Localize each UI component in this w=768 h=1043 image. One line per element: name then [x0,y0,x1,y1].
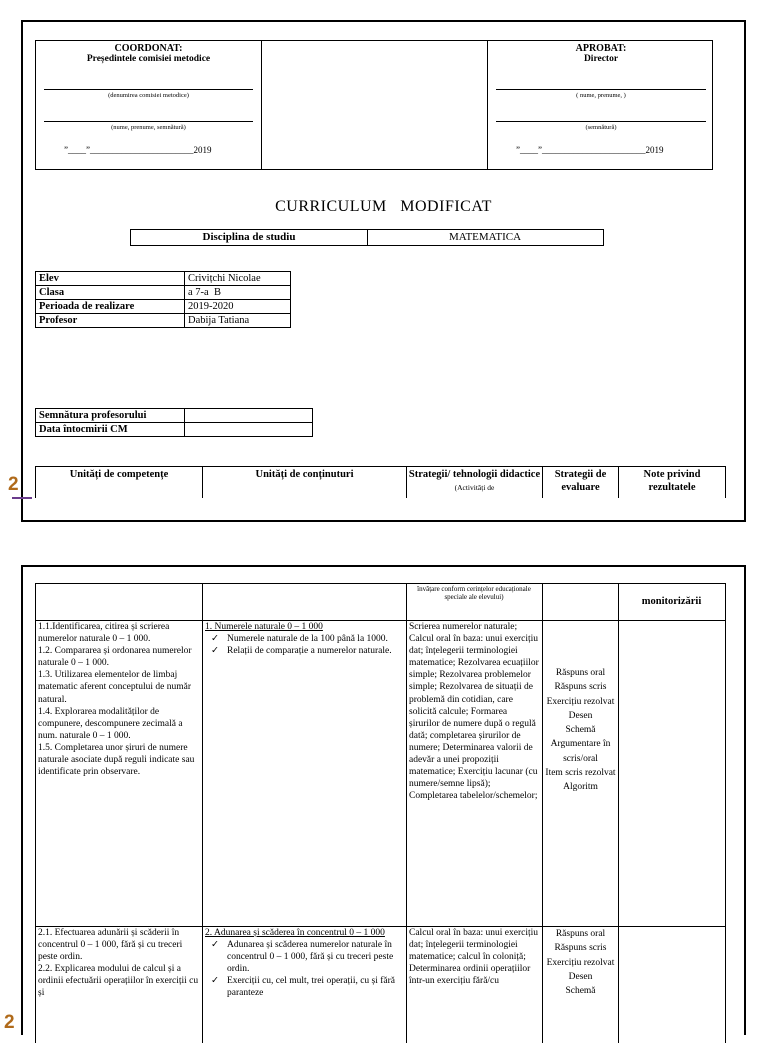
page-number-underline [12,497,32,499]
header-competences: Unități de competențe [36,467,203,498]
row1-content-item: Numerele naturale de la 100 până la 1000. [227,634,388,645]
teacher-label: Profesor [36,314,185,328]
approval-column [488,41,714,169]
approval-block [35,40,713,170]
row2-contents [203,927,406,1000]
table-row [36,423,313,437]
table-row [36,409,313,423]
table-row [36,314,291,328]
header-monitoring: monitorizării [641,596,702,607]
row1-contents [203,621,406,657]
checkmark-icon: ✓ [211,940,219,951]
header-notes: Note privind rezultatele [643,469,701,493]
coordination-subtitle: Președintele comisiei metodice [86,54,211,64]
header-strategies-note-cont: învățare conform cerințelor educaționale speciale ale elevului) [417,585,531,601]
teacher-signature-label: Semnătura profesorului [36,409,185,423]
student-value: Crivițchi Nicolae [185,272,291,286]
coordination-title: COORDONAT: [114,43,183,54]
teacher-signature-value [185,409,313,423]
header-strategies [407,467,543,498]
approval-date: ”____”_______________________2019 [516,145,664,155]
header-evaluation: Strategii de evaluare [543,467,619,498]
row1-competences: 1.1.Identificarea, citirea și scrierea numerelor naturale 0 – 1 000. 1.2. Compararea și ordonarea numerelor naturale 0 – 1 000. 1.3. Utilizarea elementelor de limbaj matematic aferent conceptului de număr natural. 1.4. Explorarea modalităților de compunere, descompunere zecimală a num. naturale 0 – 1 000. 1.5. Completarea unor șiruri de numere naturale asociate după reguli indicate sau identificate prin observare. [38,622,195,778]
row1-content-item: Relații de comparație a numerelor naturale. [227,646,392,657]
coordination-date: ”____”_______________________2019 [64,145,212,155]
signature-line [496,121,706,122]
header-strategies-label: Strategii/ tehnologii didactice [408,469,541,480]
date-created-label: Data întocmirii CM [36,423,185,437]
list-item [205,645,404,657]
period-label: Perioada de realizare [36,300,185,314]
page-2 [21,565,746,1035]
curriculum-table [35,583,726,1043]
signature-table [35,408,313,437]
row2-content-item: Exerciții cu, cel mult, trei operații, cu și fără paranteze [227,976,396,999]
commission-caption: (denumirea comisiei metodice) [108,92,189,99]
page-number-mark: 2 [4,1012,15,1033]
list-item [205,939,404,975]
discipline-box [130,229,604,246]
date-created-value [185,423,313,437]
row2-content-item: Adunarea și scăderea numerelor naturale în concentrul 0 – 1 000, fără și cu treceri peste ordin. [227,940,394,975]
table-row [36,272,291,286]
row2-evaluation: Răspuns oral Răspuns scris Exercițiu rezolvat Desen Schemă [546,929,615,997]
coordination-column [36,41,262,169]
header-contents: Unități de conținuturi [203,467,407,498]
signature-line [44,89,253,90]
header-strategies-note: (Activități de [454,483,495,492]
class-value: a 7-a B [185,286,291,300]
row1-strategies: Scrierea numerelor naturale; Calcul oral în baza: unui exercițiu dat; înțelegerii terminologiei matematice; Rezolvarea ecuațiilor simple; Rezolvarea problemelor simple; Rezolvarea de situații de problemă din cotidian, care solicită calcule; Formarea șirurilor de numere după o regulă dată; completarea șirurilor de numere; Determinarea valorii de adevăr a unei propoziții matematice; Exercițiu lacunar (cu numere/semne lipsă); Completarea tabelelor/schemelor; [409,622,539,802]
row2-content-title: 2. Adunarea și scăderea în concentrul 0 – 1 000 [205,928,385,938]
discipline-label: Disciplina de studiu [131,230,368,245]
document-title: CURRICULUM MODIFICAT [275,198,492,215]
table-row [36,286,291,300]
row2-strategies: Calcul oral în baza: unui exercițiu dat; înțelegerii terminologiei matematice; calcul în coloniță; Determinarea ordinii operațiilor într-un exercițiu fără/cu [409,928,538,987]
list-item [205,633,404,645]
signature-caption: (semnătură) [585,124,617,131]
name-caption: (nume, prenume, semnătură) [111,124,186,131]
name-caption: ( nume, prenume, ) [576,92,626,99]
student-info-table [35,271,291,328]
checkmark-icon: ✓ [211,646,219,657]
page-number: 2 [8,474,19,495]
teacher-value: Dabija Tatiana [185,314,291,328]
list-item [205,975,404,999]
table-border [618,583,619,1043]
approval-title: APROBAT: [575,43,627,54]
row1-content-title: 1. Numerele naturale 0 – 1 000 [205,622,323,632]
row1-evaluation: Răspuns oral Răspuns scris Exercițiu rezolvat Desen Schemă Argumentare în scris/oral Item scris rezolvat Algoritm [545,668,616,793]
page-1 [21,20,746,522]
approval-subtitle: Director [583,54,619,64]
curriculum-table-header [35,466,726,498]
period-value: 2019-2020 [185,300,291,314]
class-label: Clasa [36,286,185,300]
table-row [36,300,291,314]
table-border [725,583,726,1043]
student-label: Elev [36,272,185,286]
table-border [35,583,726,584]
discipline-value: MATEMATICA [448,231,522,243]
row2-competences: 2.1. Efectuarea adunării și scăderii în concentrul 0 – 1 000, fără și cu treceri peste ordin. 2.2. Explicarea modului de calcul și a ordinii efectuării operațiilor în exerciții cu și [38,928,199,999]
checkmark-icon: ✓ [211,976,219,987]
signature-line [496,89,706,90]
signature-line [44,121,253,122]
empty-column [262,41,488,169]
checkmark-icon: ✓ [211,634,219,645]
